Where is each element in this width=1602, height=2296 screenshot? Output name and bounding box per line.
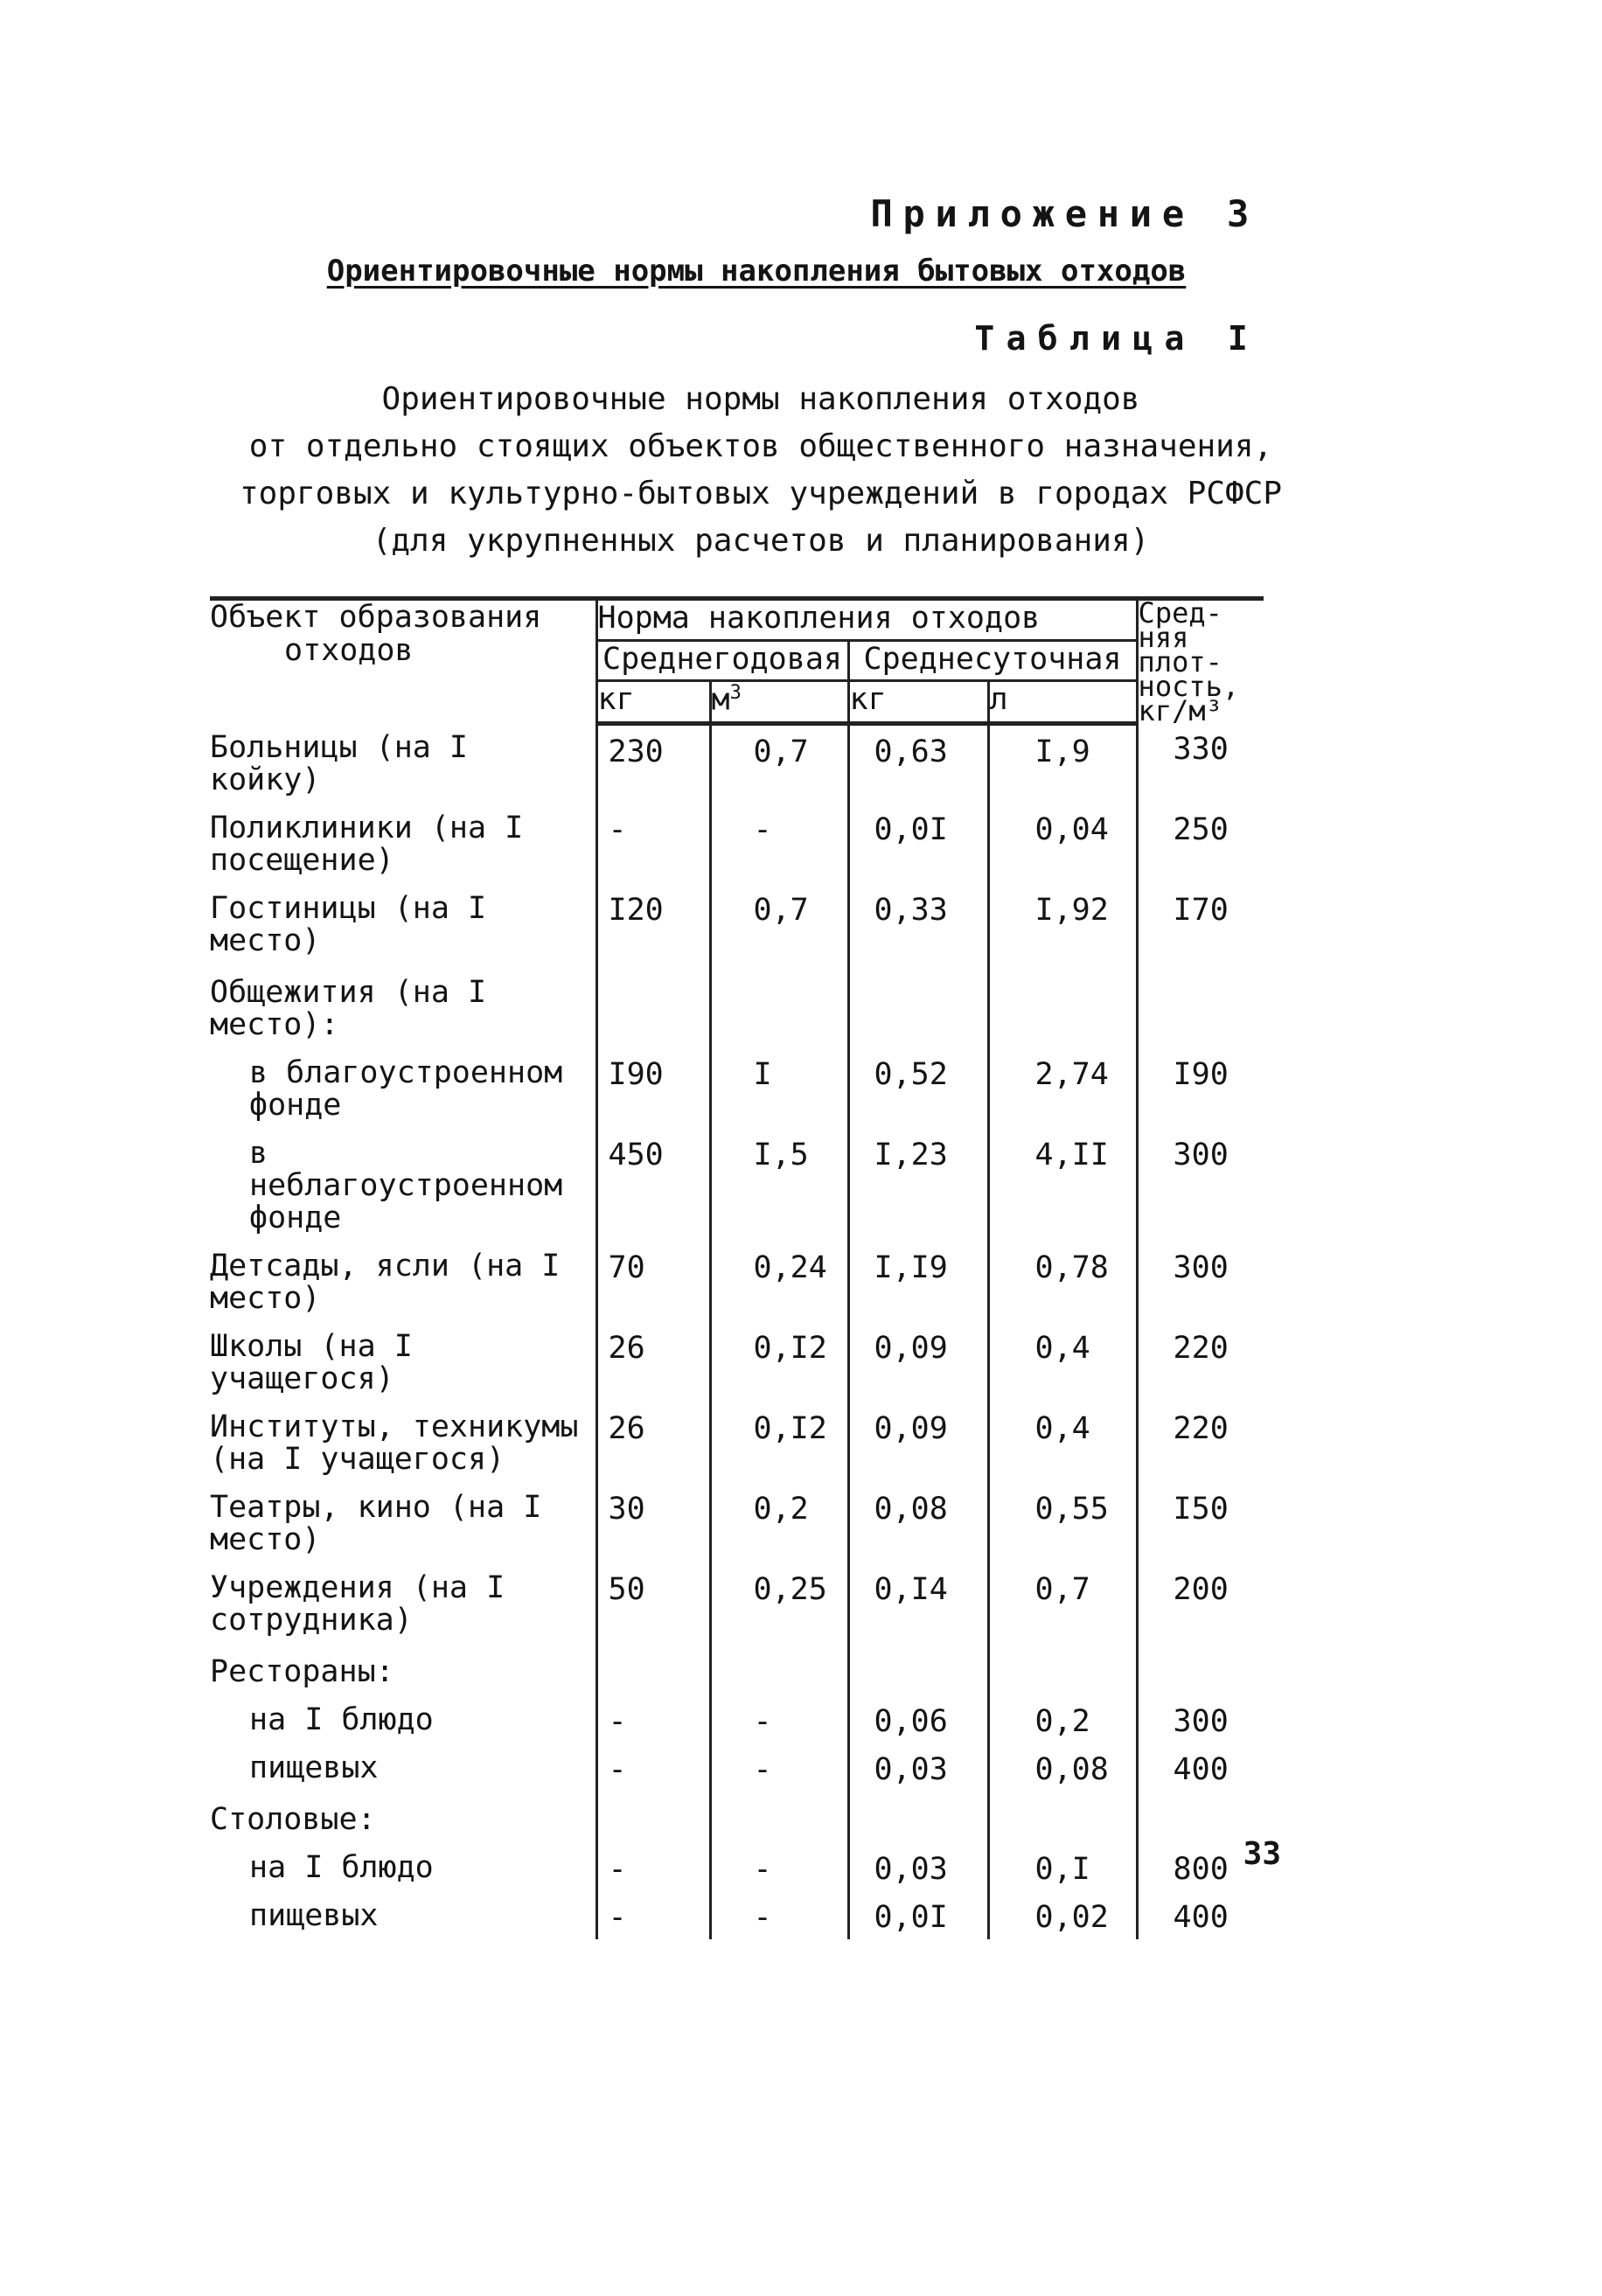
cell-l-day: 0,4 <box>988 1322 1137 1402</box>
cell-kg-year <box>596 1644 710 1695</box>
appendix-heading: Приложение 3 <box>870 192 1259 235</box>
header-density-line: кг/м³ <box>1138 694 1222 727</box>
table-row <box>210 1743 1264 1792</box>
cell-kg-year: 70 <box>596 1242 710 1322</box>
document-title: Ориентировочные нормы накопления бытовых отходов <box>326 254 1187 289</box>
header-unit-kg-day: кг <box>848 681 988 723</box>
cell-m3-year: I,5 <box>710 1129 848 1242</box>
cell-m3-year: - <box>710 1843 848 1891</box>
cell-density: 200 <box>1137 1563 1264 1644</box>
cell-density: 220 <box>1137 1322 1264 1402</box>
cell-kg-day: 0,09 <box>848 1322 988 1402</box>
header-unit-kg: кг <box>596 681 710 723</box>
cell-m3-year: 0,7 <box>710 884 848 964</box>
cell-object: на I блюдо <box>249 1850 434 1885</box>
cell-density: 330 <box>1137 723 1264 804</box>
cell-m3-year: 0,2 <box>710 1483 848 1563</box>
header-daily: Среднесуточная <box>848 640 1137 681</box>
header-object-line: отходов <box>284 633 414 668</box>
cell-l-day: 2,74 <box>988 1048 1137 1129</box>
cell-object: Учреждения (на I сотрудника) <box>210 1570 505 1638</box>
cell-density <box>1137 1644 1264 1695</box>
caption-line: от отдельно стоящих объектов общественного назначения, <box>248 428 1273 464</box>
cell-kg-year: - <box>596 1695 710 1743</box>
cell-kg-day: 0,I4 <box>848 1563 988 1644</box>
cell-kg-day <box>848 1792 988 1843</box>
cell-object: пищевых <box>249 1750 379 1785</box>
table-row <box>210 1695 1264 1743</box>
cell-l-day <box>988 964 1137 1048</box>
table-row <box>210 1322 1264 1402</box>
cell-kg-year: 230 <box>596 723 710 804</box>
cell-object: пищевых <box>249 1898 379 1933</box>
cell-kg-year <box>596 1792 710 1843</box>
table-row <box>210 1843 1264 1891</box>
table-row <box>210 1129 1264 1242</box>
cell-object: Рестораны: <box>210 1654 394 1689</box>
cell-density: I50 <box>1137 1483 1264 1563</box>
cell-kg-day: 0,52 <box>848 1048 988 1129</box>
cell-kg-day: 0,63 <box>848 723 988 804</box>
table-row <box>210 884 1264 964</box>
cell-l-day: 0,78 <box>988 1242 1137 1322</box>
table-row <box>210 1563 1264 1644</box>
cell-kg-day <box>848 964 988 1048</box>
cell-object: в неблагоустроенном фонде <box>249 1136 563 1235</box>
cell-kg-day: 0,09 <box>848 1402 988 1483</box>
table-row <box>210 804 1264 884</box>
cell-m3-year: 0,24 <box>710 1242 848 1322</box>
cell-kg-day: 0,0I <box>848 1891 988 1939</box>
cell-object: Гостиницы (на I место) <box>210 891 487 958</box>
cell-kg-year: - <box>596 1891 710 1939</box>
cell-kg-year: 450 <box>596 1129 710 1242</box>
cell-m3-year: - <box>710 1695 848 1743</box>
header-unit-m3 <box>710 681 848 723</box>
cell-kg-year <box>596 964 710 1048</box>
cell-kg-year: - <box>596 1843 710 1891</box>
header-unit-l: л <box>988 681 1137 723</box>
table-row <box>210 1644 1264 1695</box>
cell-m3-year: - <box>710 804 848 884</box>
cell-object: Общежития (на I место): <box>210 975 487 1042</box>
cell-kg-day: I,I9 <box>848 1242 988 1322</box>
cell-l-day: 0,02 <box>988 1891 1137 1939</box>
cell-kg-year: - <box>596 804 710 884</box>
cell-m3-year: - <box>710 1743 848 1792</box>
cell-density: I70 <box>1137 884 1264 964</box>
cell-m3-year: 0,I2 <box>710 1402 848 1483</box>
caption-line: Ориентировочные нормы накопления отходов <box>381 381 1140 417</box>
cell-density: 300 <box>1137 1695 1264 1743</box>
cell-density: 300 <box>1137 1242 1264 1322</box>
cell-m3-year <box>710 1644 848 1695</box>
cell-kg-day: 0,03 <box>848 1743 988 1792</box>
cell-density: 400 <box>1137 1891 1264 1939</box>
cell-m3-year <box>710 964 848 1048</box>
cell-l-day <box>988 1792 1137 1843</box>
caption-line: торговых и культурно-бытовых учреждений в городах РСФСР <box>239 476 1283 511</box>
cell-object: Институты, техникумы (на I учащегося) <box>210 1409 579 1477</box>
cell-density: 400 <box>1137 1743 1264 1792</box>
cell-density: 800 <box>1137 1843 1264 1891</box>
cell-l-day <box>988 1644 1137 1695</box>
table-row <box>210 1048 1264 1129</box>
header-unit-m3-base: м <box>711 682 730 718</box>
table-label: Таблица I <box>974 319 1259 358</box>
header-annual: Среднегодовая <box>596 640 848 681</box>
cell-kg-day: 0,03 <box>848 1843 988 1891</box>
cell-object: на I блюдо <box>249 1702 434 1737</box>
cell-density: 250 <box>1137 804 1264 884</box>
table-row <box>210 1402 1264 1483</box>
cell-l-day: 0,04 <box>988 804 1137 884</box>
cell-density: I90 <box>1137 1048 1264 1129</box>
header-density-line: плот- <box>1138 645 1222 678</box>
waste-norms-table <box>210 596 1264 1939</box>
cell-l-day: 0,08 <box>988 1743 1137 1792</box>
cell-object: Больницы (на I койку) <box>210 730 469 797</box>
cell-object: Школы (на I учащегося) <box>210 1329 413 1396</box>
table-row <box>210 1483 1264 1563</box>
cell-kg-year: - <box>596 1743 710 1792</box>
table-caption <box>210 376 1312 565</box>
cell-kg-day: I,23 <box>848 1129 988 1242</box>
cell-m3-year: I <box>710 1048 848 1129</box>
cell-density: 220 <box>1137 1402 1264 1483</box>
header-object-line: Объект образования <box>210 600 542 635</box>
cell-l-day: I,9 <box>988 723 1137 804</box>
cell-m3-year <box>710 1792 848 1843</box>
cell-m3-year: 0,I2 <box>710 1322 848 1402</box>
cell-density <box>1137 964 1264 1048</box>
table-row <box>210 1891 1264 1939</box>
cell-kg-day <box>848 1644 988 1695</box>
cell-l-day: I,92 <box>988 884 1137 964</box>
header-density <box>1137 596 1264 727</box>
cell-kg-year: 26 <box>596 1402 710 1483</box>
cell-kg-day: 0,33 <box>848 884 988 964</box>
cell-l-day: 0,55 <box>988 1483 1137 1563</box>
cell-kg-year: I20 <box>596 884 710 964</box>
cell-kg-year: 50 <box>596 1563 710 1644</box>
cell-kg-year: 26 <box>596 1322 710 1402</box>
cell-l-day: 0,I <box>988 1843 1137 1891</box>
cell-object: Театры, кино (на I место) <box>210 1490 542 1557</box>
table-row <box>210 964 1264 1048</box>
cell-kg-year: 30 <box>596 1483 710 1563</box>
cell-kg-day: 0,0I <box>848 804 988 884</box>
cell-l-day: 0,7 <box>988 1563 1137 1644</box>
cell-kg-year: I90 <box>596 1048 710 1129</box>
cell-m3-year: 0,7 <box>710 723 848 804</box>
header-norm: Норма накопления отходов <box>596 599 1137 641</box>
cell-kg-day: 0,08 <box>848 1483 988 1563</box>
page-number: 33 <box>1243 1836 1281 1872</box>
cell-kg-day: 0,06 <box>848 1695 988 1743</box>
header-density-line: Сред- <box>1138 596 1222 630</box>
header-density-line: ность, <box>1138 670 1240 703</box>
cell-object: Детсады, ясли (на I место) <box>210 1249 561 1316</box>
cell-object: Поликлиники (на I посещение) <box>210 811 524 878</box>
cell-object: Столовые: <box>210 1802 376 1837</box>
table-row <box>210 1242 1264 1322</box>
header-density-line: няя <box>1138 621 1189 654</box>
header-object <box>210 599 596 724</box>
cell-l-day: 0,4 <box>988 1402 1137 1483</box>
cell-m3-year: - <box>710 1891 848 1939</box>
cell-m3-year: 0,25 <box>710 1563 848 1644</box>
table-row <box>210 723 1264 804</box>
caption-line: (для укрупненных расчетов и планирования) <box>372 523 1150 559</box>
header-unit-m3-sup: 3 <box>729 682 742 705</box>
cell-density: 300 <box>1137 1129 1264 1242</box>
cell-object: в благоустроенном фонде <box>249 1055 563 1123</box>
cell-l-day: 0,2 <box>988 1695 1137 1743</box>
table-row <box>210 1792 1264 1843</box>
cell-l-day: 4,II <box>988 1129 1137 1242</box>
